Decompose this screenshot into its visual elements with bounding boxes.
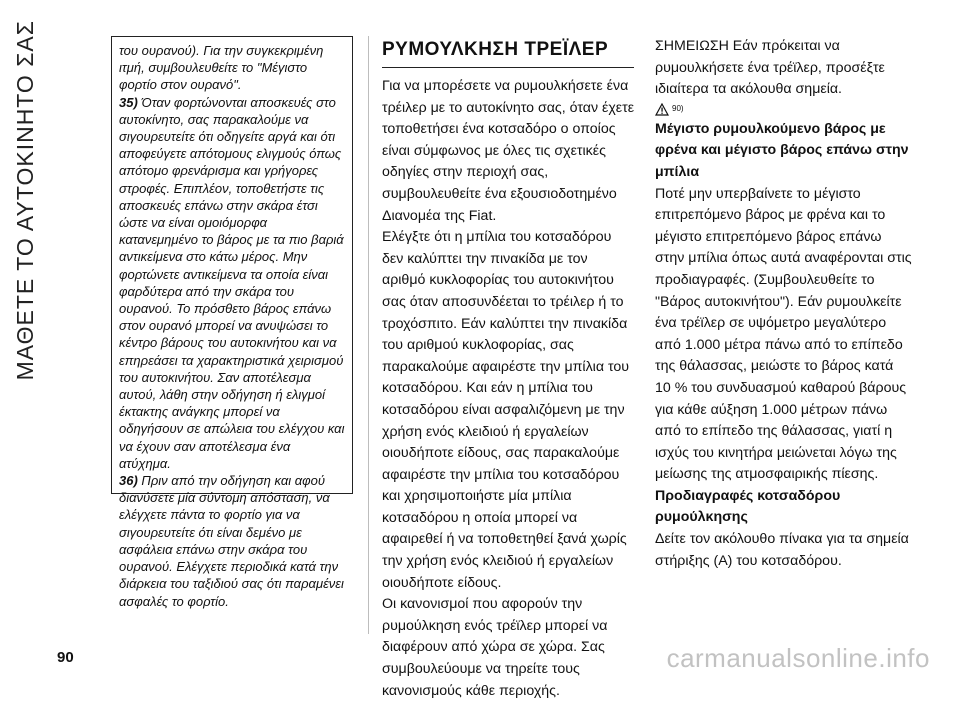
warning-triangle-icon — [655, 103, 669, 116]
note-paragraph: ΣΗΜΕΙΩΣΗ Εάν πρόκειται να ρυμουλκήσετε ένα τρέϊλερ, προσέξτε ιδιαίτερα τα ακόλουθα σημεία. — [655, 38, 885, 98]
warning-ref-number: 90) — [672, 103, 684, 113]
warning-notes-box — [111, 36, 353, 609]
towing-specs-column — [655, 36, 913, 572]
paragraph: Για να μπορέσετε να ρυμουλκήσετε ένα τρέιλερ με το αυτοκίνητο σας, όταν έχετε τοποθετήσει ένα κοτσαδόρο ο οποίος είναι σύμφωνος με όλες τις σχετικές οδηγίες στην περιοχή σας, συμβουλευθείτε ένα εξουσιοδοτημένο Διανομέα της Fiat. — [382, 78, 635, 224]
subheading: Προδιαγραφές κοτσαδόρου ρυμούλκησης — [655, 487, 841, 526]
page-number: 90 — [57, 649, 74, 666]
note-number: 36) — [119, 473, 138, 489]
note-item-35 — [119, 94, 345, 472]
section-heading: ΡΥΜΟΥΛΚΗΣΗ ΤΡΕΪΛΕΡ — [382, 36, 634, 68]
warning-reference — [655, 101, 913, 119]
subheading: Μέγιστο ρυμουλκούμενο βάρος με φρένα και μέγιστο βάρος επάνω στην μπίλια — [655, 120, 909, 180]
chapter-title — [2, 19, 48, 381]
paragraph: Δείτε τον ακόλουθο πίνακα για τα σημεία στήριξης (A) του κοτσαδόρου. — [655, 531, 909, 569]
note-item-36 — [119, 472, 345, 610]
note-number: 35) — [119, 94, 138, 110]
note-text: Πριν από την οδήγηση και αφού διανύσετε μία σύντομη απόσταση, να ελέγχετε πάντα το φορτίο για να σιγουρευτείτε ότι είναι δεμένο με ασφάλεια επάνω στην σκάρα του ουρανού. Ελέγχετε περιοδικά κατά την διάρκεια του ταξιδιού σας ότι παραμένει ασφαλές το φορτίο. — [119, 473, 344, 609]
paragraph: Οι κανονισμοί που αφορούν την ρυμούλκηση ενός τρέϊλερ μπορεί να διαφέρουν από χώρα σε χώρα. Σας συμβουλεύουμε να τηρείτε τους κανονισμούς κάθε περιοχής. — [382, 596, 608, 699]
note-text: Όταν φορτώνονται αποσκευές στο αυτοκίνητο, σας παρακαλούμε να σιγουρευτείτε ότι οδηγείτε αργά και ότι αποφεύγετε απότομους ελιγμούς όπως απότομο φρενάρισμα και γρήγορες στροφές. Επιπλέον, τοποθετήστε τις αποσκευές επάνω στην σκάρα έτσι ώστε να είναι ομοιόμορφα κατανεμημένο το βάρος με τα πιο βαριά αντικείμενα στο κάτω μέρος. Μην φορτώνετε αντικείμενα τα οποία είναι φαρδύτερα από την σκάρα του ουρανού. Το πρόσθετο βάρος επάνω στον ουρανό μπορεί να ανυψώσει το κέντρο βάρους του αυτοκινήτου και να επηρεάσει τα χαρακτηριστικά χειρισμού του αυτοκινήτου. Σαν αποτέλεσμα αυτού, λάθη στην οδήγηση ή ελιγμοί έκτακτης ανάγκης μπορεί να οδηγήσουν σε απώλεια του ελέγχου και να έχουν σαν αποτέλεσμα ένα ατύχημα. — [119, 94, 345, 471]
chapter-title-text: ΜΑΘΕΤΕ ΤΟ ΑΥΤΟΚΙΝΗΤΟ ΣΑΣ — [11, 19, 38, 381]
note-intro: του ουρανού). Για την συγκεκριμένη ιτμή, συμβουλευθείτε το "Μέγιστο φορτίο στον ουρανό". — [119, 43, 324, 93]
paragraph: Ποτέ μην υπερβαίνετε το μέγιστο επιτρεπόμενο βάρος με φρένα και το μέγιστο επιτρεπόμενο βάρος επάνω στην μπίλια όπως αυτά αναφέρονται στις προδιαγραφές. (Συμβουλευθείτε το "Βάρος αυτοκινήτου"). Εάν ρυμουλκείτε ένα τρέϊλερ σε υψόμετρο μεγαλύτερο από 1.000 μέτρα πάνω από το επίπεδο της θάλασσας, μειώστε το βάρος κατά 10 % του συνδυασμού καθαρού βάρους για κάθε αύξηση 1.000 μέτρων πάνω από το επίπεδο της θάλασσας, γιατί η ισχύς του κινητήρα μειώνεται λόγω της μείωσης της ατμοσφαιρικής πίεσης. — [655, 185, 912, 483]
watermark: carmanualsonline.info — [666, 643, 930, 673]
paragraph: Ελέγξτε ότι η μπίλια του κοτσαδόρου δεν καλύπτει την πινακίδα με τον αριθμό κυκλοφορίας του αυτοκινήτου σας όταν αποσυνδέεται το τρέιλερ ή το τροχόσπιτο. Εάν καλύπτει την πινακίδα του αριθμού κυκλοφορίας, σας παρακαλούμε αφαιρέστε την μπίλια του κοτσαδόρου. Και εάν η μπίλια του κοτσαδόρου είναι ασφαλιζόμενη με την χρήση ενός κλειδιού ή εργαλείων οιουδήποτε είδους, σας παρακαλούμε αφαιρέστε την μπίλια του κοτσαδόρου και χρησιμοποιήστε μία μπίλια κοτσαδόρου η οποία μπορεί να αφαιρεθεί ή να τοποθετηθεί ξανά χωρίς την χρήση ενός κλειδιού ή εργαλείων οιουδήποτε είδους. — [382, 229, 630, 591]
column-divider — [368, 36, 369, 634]
towing-section — [382, 36, 634, 702]
